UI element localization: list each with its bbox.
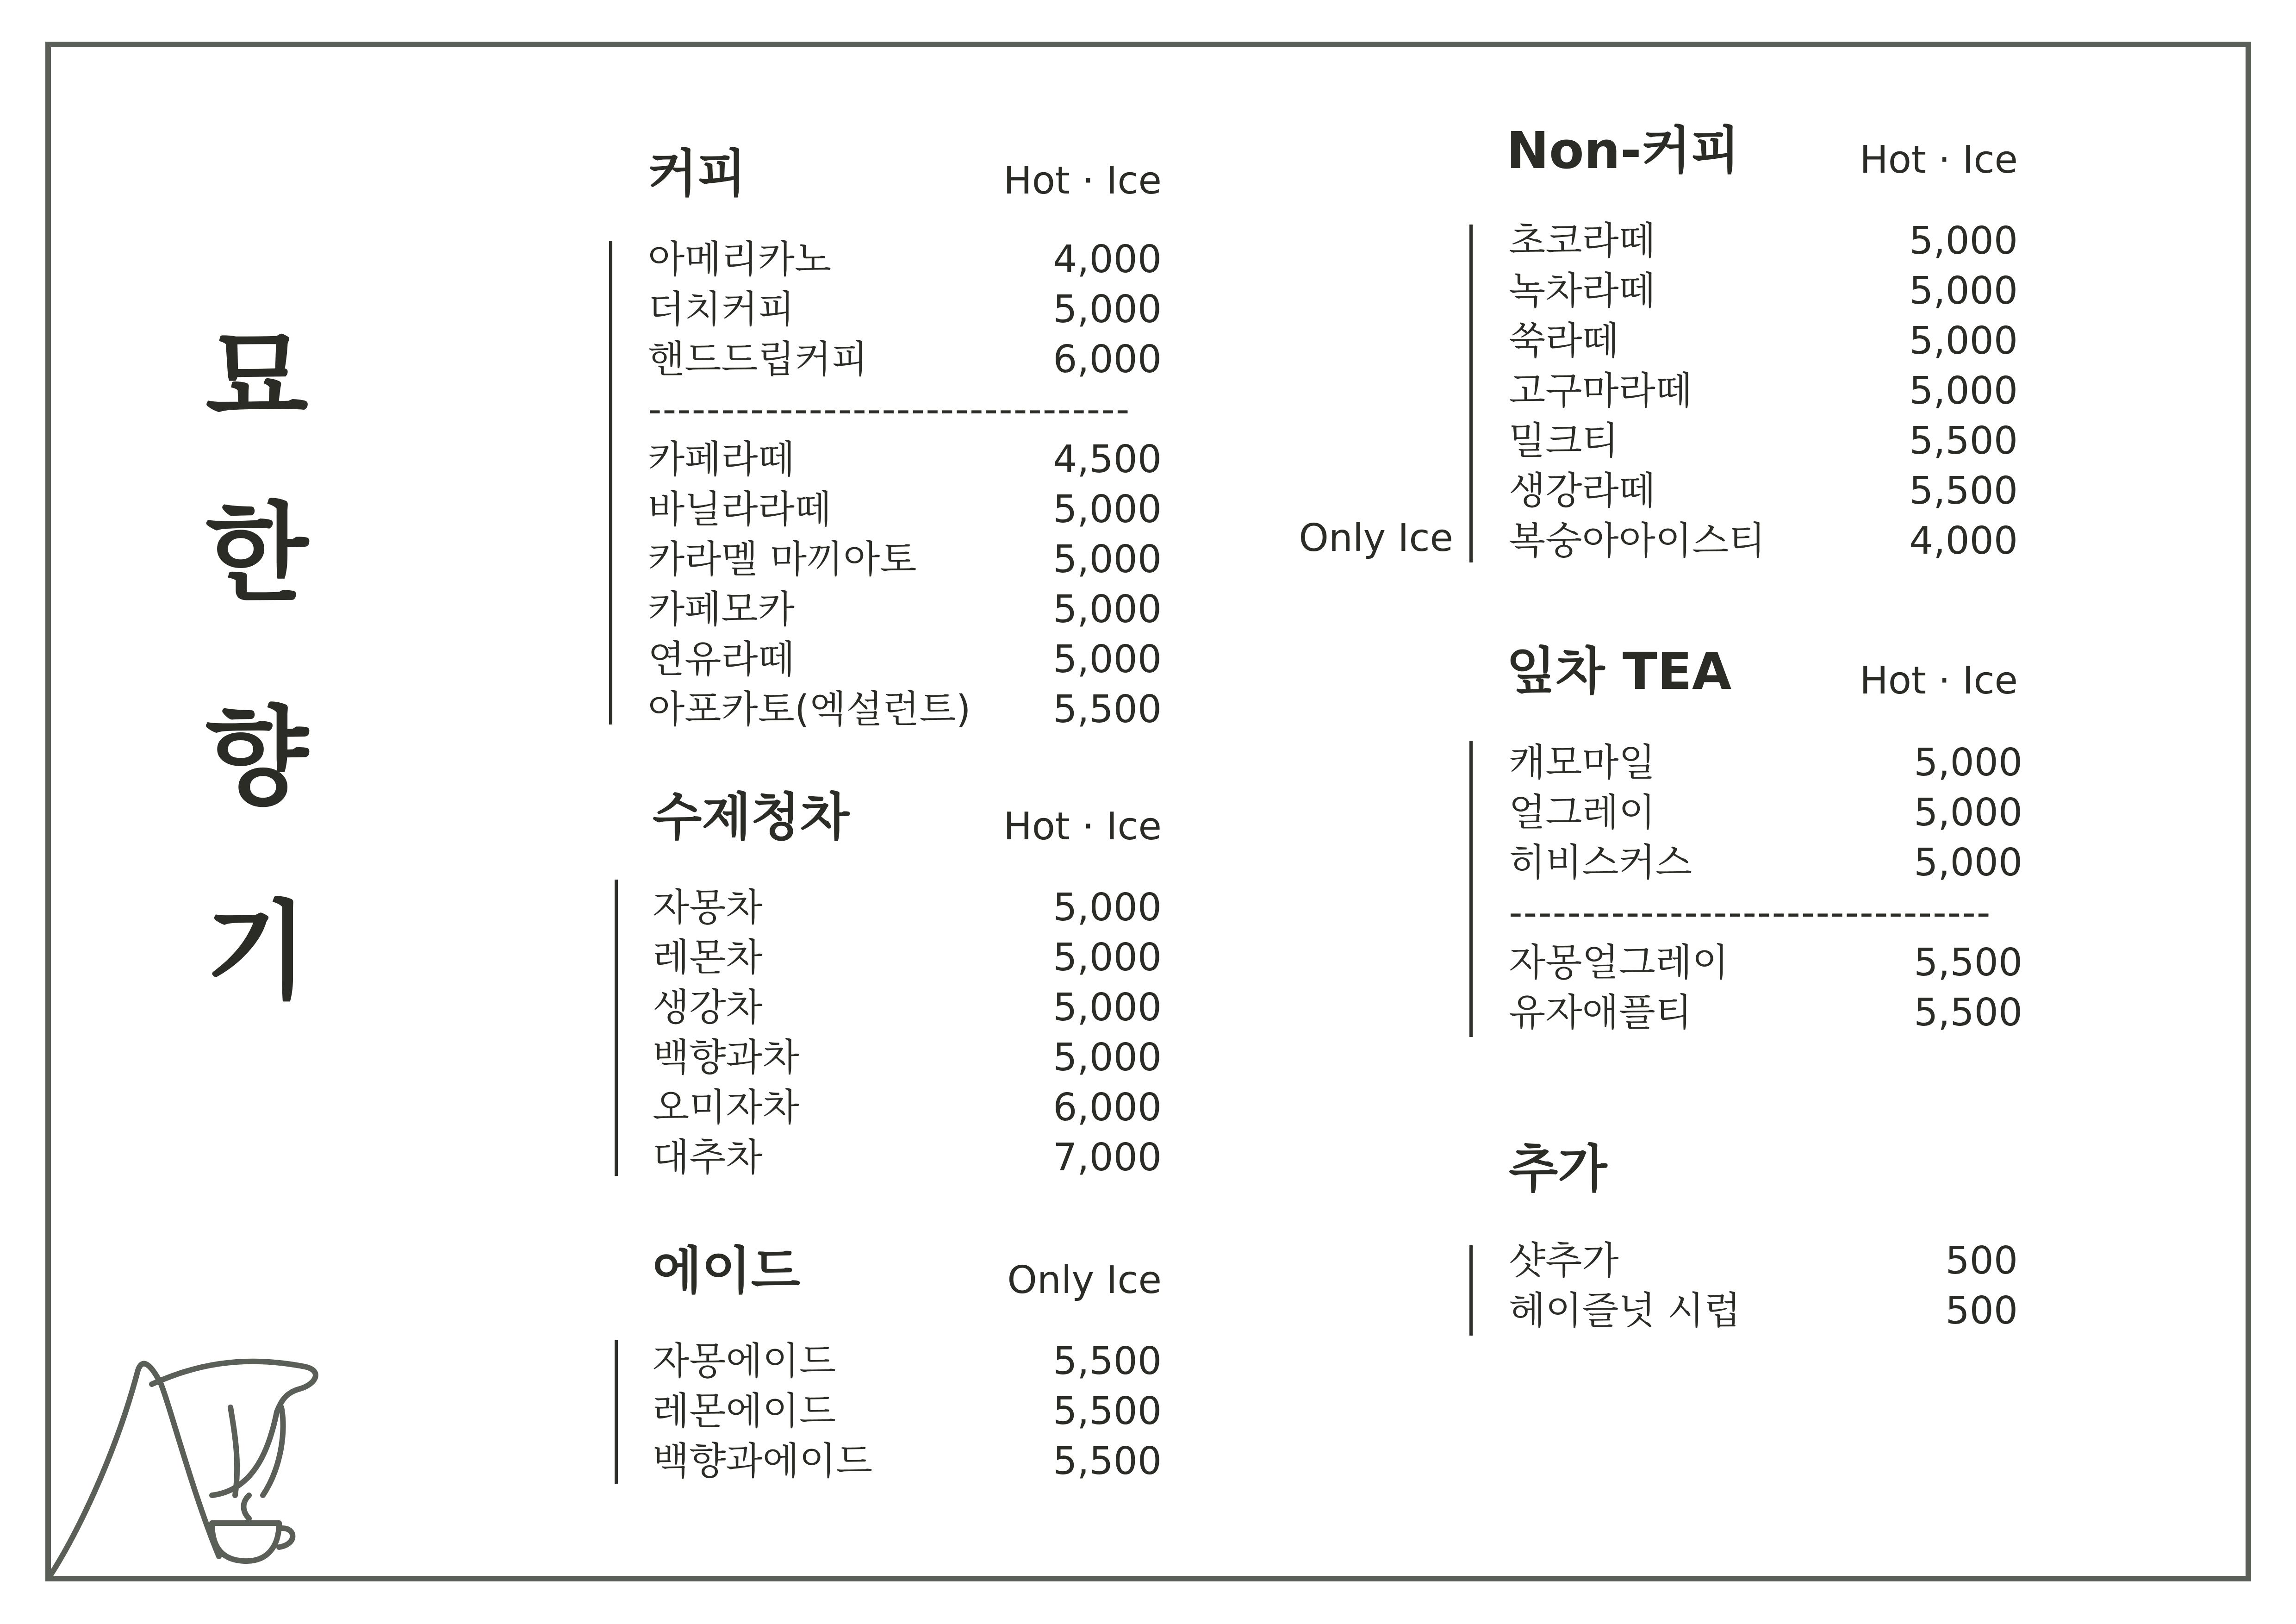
item-price: 7,000: [1053, 1136, 1162, 1180]
item-price: 5,500: [1914, 991, 2022, 1035]
item-name: 복숭아아이스티: [1509, 519, 1766, 563]
menu-item: [653, 1437, 1162, 1487]
leaf-tea-list: [1509, 738, 2022, 1038]
item-price: 5,000: [1053, 587, 1162, 631]
item-price: 5,000: [1053, 1036, 1162, 1080]
item-price: 500: [1945, 1239, 2018, 1283]
item-price: 5,500: [1909, 469, 2018, 513]
coffee-bar: [609, 241, 612, 725]
menu-item: [648, 535, 1162, 585]
menu-item: [653, 1133, 1162, 1183]
extra-list: [1509, 1236, 2018, 1336]
item-price: 4,000: [1053, 237, 1162, 281]
item-name: 녹차라떼: [1509, 269, 1655, 313]
coffee-list: [648, 235, 1162, 735]
menu-item: [1509, 938, 2022, 988]
item-price: 5,000: [1909, 319, 2018, 363]
ade-note: Only Ice: [1007, 1258, 1162, 1302]
item-price: 5,000: [1053, 487, 1162, 531]
item-name: 카라멜 마끼아토: [648, 537, 917, 581]
brand-char-3: 향: [205, 694, 309, 819]
item-name: 캐모마일: [1509, 741, 1655, 785]
item-name: 자몽차: [653, 886, 763, 930]
menu-item: [653, 1387, 1162, 1437]
menu-item: [1509, 466, 2018, 516]
menu-item: [1509, 516, 2018, 566]
menu-item: [1509, 788, 2022, 838]
item-name: 레몬에이드: [653, 1389, 836, 1433]
menu-item: [648, 685, 1162, 735]
item-name: 생강라떼: [1509, 469, 1655, 513]
extra-bar: [1469, 1245, 1473, 1336]
item-name: 더치커피: [648, 287, 795, 331]
item-price: 5,500: [1053, 1389, 1162, 1433]
item-name: 바닐라라떼: [648, 487, 832, 531]
menu-item: [648, 485, 1162, 535]
item-price: 5,000: [1914, 791, 2022, 835]
menu-item: [1509, 416, 2018, 466]
item-price: 5,500: [1909, 419, 2018, 463]
item-price: 5,000: [1909, 219, 2018, 263]
item-name: 헤이즐넛 시럽: [1509, 1289, 1741, 1333]
item-name: 고구마라떼: [1509, 369, 1692, 413]
menu-item: [648, 635, 1162, 685]
menu-item: [653, 1337, 1162, 1387]
handmade-tea-note: Hot · Ice: [1003, 805, 1162, 849]
menu-item: [653, 933, 1162, 983]
item-price: 5,000: [1053, 637, 1162, 681]
item-price: 6,000: [1053, 337, 1162, 381]
item-name: 대추차: [653, 1136, 763, 1180]
item-price: 500: [1945, 1289, 2018, 1333]
item-name: 자몽얼그레이: [1509, 941, 1729, 985]
item-price: 5,000: [1053, 537, 1162, 581]
item-price: 4,000: [1909, 519, 2018, 563]
item-name: 오미자차: [653, 1086, 799, 1130]
item-name: 아메리카노: [648, 237, 832, 281]
item-price: 5,500: [1053, 1339, 1162, 1383]
item-price: 6,000: [1053, 1086, 1162, 1130]
dashed-divider: ---------------------------------: [648, 387, 1131, 431]
menu-item: [653, 1083, 1162, 1133]
handmade-tea-list: [653, 883, 1162, 1183]
item-name: 백향과차: [653, 1036, 799, 1080]
item-name: 얼그레이: [1509, 791, 1655, 835]
item-price: 5,000: [1053, 986, 1162, 1030]
menu-item: [1509, 1236, 2018, 1286]
menu-item: [648, 235, 1162, 285]
menu-item: [1509, 316, 2018, 366]
non-coffee-list: [1509, 216, 2018, 566]
item-price: 5,500: [1914, 941, 2022, 985]
ade-bar: [615, 1340, 618, 1484]
menu-item: [1509, 988, 2022, 1038]
item-name: 아포카토(엑설런트): [648, 687, 971, 731]
item-name: 자몽에이드: [653, 1339, 836, 1383]
menu-item: [648, 435, 1162, 485]
dashed-divider: ---------------------------------: [1509, 891, 1991, 935]
menu-item: [1509, 266, 2018, 316]
non-coffee-title: Non-커피: [1506, 121, 1740, 180]
item-price: 5,000: [1909, 269, 2018, 313]
item-name: 생강차: [653, 986, 763, 1030]
item-name: 레몬차: [653, 936, 763, 980]
item-name: 핸드드립커피: [648, 337, 868, 381]
non-coffee-bar: [1469, 225, 1473, 562]
menu-item: [648, 585, 1162, 635]
brand-char-1: 묘: [205, 315, 309, 440]
item-name: 카페모카: [648, 587, 795, 631]
item-price: 5,000: [1914, 741, 2022, 785]
menu-item: [1509, 738, 2022, 788]
menu-item: [653, 883, 1162, 933]
ade-title: 에이드: [653, 1241, 800, 1300]
menu-item: [648, 335, 1162, 385]
item-name: 백향과에이드: [653, 1439, 873, 1483]
item-name: 밀크티: [1509, 419, 1619, 463]
item-price: 5,500: [1053, 687, 1162, 731]
menu-item: [1509, 366, 2018, 416]
item-name: 쑥라떼: [1509, 319, 1619, 363]
item-price: 5,000: [1053, 886, 1162, 930]
item-name: 카페라떼: [648, 437, 795, 481]
brand-char-4: 기: [205, 889, 309, 1014]
item-price: 5,000: [1909, 369, 2018, 413]
menu-item: [1509, 838, 2022, 888]
non-coffee-only-ice-note: Only Ice: [1299, 516, 1453, 560]
coffee-dripper-illustration: [45, 1356, 332, 1581]
ade-list: [653, 1337, 1162, 1487]
leaf-tea-title: 잎차 TEA: [1506, 642, 1732, 701]
handmade-tea-bar: [615, 880, 618, 1176]
non-coffee-note: Hot · Ice: [1860, 138, 2018, 182]
handmade-tea-title: 수제청차: [653, 787, 850, 847]
item-name: 유자애플티: [1509, 991, 1692, 1035]
item-name: 샷추가: [1509, 1239, 1619, 1283]
menu-item: [653, 983, 1162, 1033]
menu-item: [648, 285, 1162, 335]
menu-item: [1509, 1286, 2018, 1336]
coffee-note: Hot · Ice: [1003, 159, 1162, 203]
leaf-tea-bar: [1469, 741, 1473, 1037]
menu-item: [653, 1033, 1162, 1083]
coffee-title: 커피: [648, 144, 747, 203]
item-price: 5,500: [1053, 1439, 1162, 1483]
item-name: 히비스커스: [1509, 841, 1692, 885]
item-name: 연유라떼: [648, 637, 795, 681]
item-name: 초코라떼: [1509, 219, 1655, 263]
item-price: 5,000: [1053, 287, 1162, 331]
leaf-tea-note: Hot · Ice: [1860, 659, 2018, 703]
item-price: 5,000: [1053, 936, 1162, 980]
brand-char-2: 한: [205, 491, 309, 616]
item-price: 5,000: [1914, 841, 2022, 885]
extra-title: 추가: [1509, 1139, 1607, 1199]
menu-item: [1509, 216, 2018, 266]
item-price: 4,500: [1053, 437, 1162, 481]
